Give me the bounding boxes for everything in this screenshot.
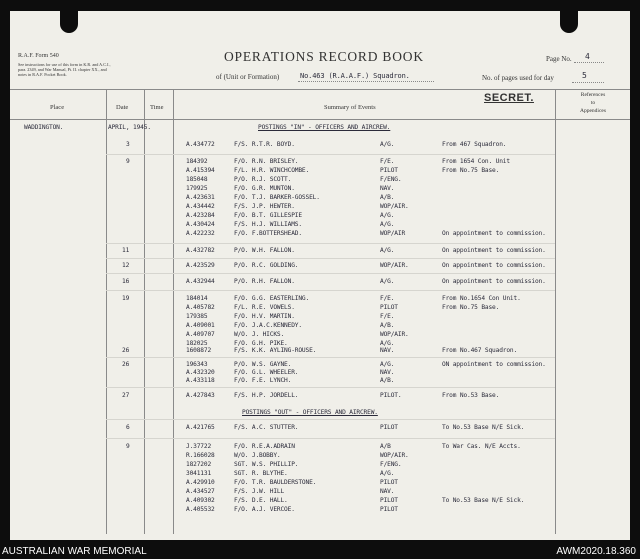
table-row [10, 424, 630, 434]
entry-service-number: A.421765 [186, 424, 215, 431]
col-references: References to Appendices [580, 92, 606, 114]
entry-category: PILOT [380, 497, 398, 504]
page-title: OPERATIONS RECORD BOOK [224, 49, 424, 64]
entry-category: F/E. [380, 313, 395, 320]
entry-day: 27 [122, 392, 130, 399]
entry-category: WOP/AIR. [380, 331, 409, 338]
entry-remark: To No.53 Base N/E Sick. [442, 497, 525, 504]
entry-name: F/O. B.T. GILLESPIE [234, 212, 302, 219]
entry-service-number: 179925 [186, 185, 208, 192]
entry-service-number: A.427843 [186, 392, 215, 399]
entry-name: P/O. R.H. FALLON. [234, 278, 295, 285]
entry-name: F/L. R.E. VOWELS. [234, 304, 295, 311]
entry-remark: From No.467 Squadron. [442, 347, 518, 354]
entry-name: F/S. H.P. JORDELL. [234, 392, 299, 399]
entry-service-number: 196343 [186, 361, 208, 368]
entry-remark: On appointment to commission. [442, 230, 546, 237]
entry-remark: From No.75 Base. [442, 304, 500, 311]
binder-hole-right [560, 11, 578, 33]
page-value: 4 [585, 52, 590, 61]
entry-remark: From No.53 Base. [442, 392, 500, 399]
entry-day: 6 [126, 424, 130, 431]
table-row [10, 347, 630, 357]
col-time: Time [150, 104, 164, 111]
entry-name: F/S. A.C. STUTTER. [234, 424, 299, 431]
unit-label: of (Unit or Formation) [216, 73, 280, 81]
form-number: R.A.F. Form 540 [18, 53, 59, 59]
entry-service-number: A.409001 [186, 322, 215, 329]
entry-day: 9 [126, 443, 130, 450]
entry-remark: From 467 Squadron. [442, 141, 507, 148]
entry-category: A/G. [380, 340, 395, 347]
entry-service-number: A.433118 [186, 377, 215, 384]
entry-category: NAV. [380, 488, 395, 495]
entry-name: F/L. H.R. WINCHCOMBE. [234, 167, 310, 174]
entry-service-number: 1608872 [186, 347, 212, 354]
entry-service-number: A.432320 [186, 369, 215, 376]
entry-category: A/G. [380, 212, 395, 219]
table-row [10, 278, 630, 288]
entry-name: P/O. R.J. SCOTT. [234, 176, 292, 183]
footer-credit: AUSTRALIAN WAR MEMORIAL [2, 546, 147, 557]
entry-name: SGT. R. BLYTHE. [234, 470, 288, 477]
entry-service-number: A.430424 [186, 221, 215, 228]
entry-category: A/G. [380, 470, 395, 477]
entry-name: F/S. K.K. AYLING-ROUSE. [234, 347, 317, 354]
entry-service-number: A.434442 [186, 203, 215, 210]
entry-service-number: A.405782 [186, 304, 215, 311]
entry-name: F/O. F.BOTTERSHEAD. [234, 230, 302, 237]
entry-remark: To War Cas. N/E Accts. [442, 443, 521, 450]
entry-remark: On appointment to commission. [442, 278, 546, 285]
entry-name: F/S. H.J. WILLIAMS. [234, 221, 302, 228]
entry-category: NAV. [380, 185, 395, 192]
entry-category: PILOT. [380, 392, 402, 399]
entry-category: WOP/AIR [380, 230, 406, 237]
entry-day: 19 [122, 295, 130, 302]
entry-service-number: A.434772 [186, 141, 215, 148]
entry-category: A/G. [380, 221, 395, 228]
entry-category: PILOT [380, 304, 398, 311]
entry-day: 26 [122, 361, 130, 368]
entry-category: WOP/AIR. [380, 262, 409, 269]
entry-day: 9 [126, 158, 130, 165]
entry-service-number: 179385 [186, 313, 208, 320]
table-row [10, 506, 630, 516]
entry-service-number: A.423631 [186, 194, 215, 201]
table-row [10, 377, 630, 387]
entry-service-number: A.405532 [186, 506, 215, 513]
entry-name: F/O. R.N. BRISLEY. [234, 158, 299, 165]
pages-used-value: 5 [582, 71, 587, 80]
entry-remark: On appointment to commission. [442, 262, 546, 269]
entry-category: PILOT [380, 479, 398, 486]
entry-service-number: R.166028 [186, 452, 215, 459]
entry-name: W/O. J. HICKS. [234, 331, 285, 338]
col-date: Date [116, 104, 129, 111]
entry-service-number: J.37722 [186, 443, 212, 450]
entry-name: F/O. T.J. BARKER-GOSSEL. [234, 194, 320, 201]
entry-category: F/E. [380, 158, 395, 165]
entry-service-number: A.432944 [186, 278, 215, 285]
form-instructions: See instructions for use of this form in K.R. and A.C.I., para. 2349, and War Manual, Pt. II. chapter XX., and notes in R.A.F. Pocket Book. [18, 62, 111, 77]
entry-remark: From No.1654 Con Unit. [442, 295, 521, 302]
entry-service-number: A.415394 [186, 167, 215, 174]
entry-name: P/O. W.S. GAYNE. [234, 361, 292, 368]
entry-service-number: 185048 [186, 176, 208, 183]
entry-category: A/B. [380, 322, 395, 329]
entry-name: W/O. J.BOBBY. [234, 452, 281, 459]
table-row [10, 230, 630, 240]
entry-category: A/B. [380, 377, 395, 384]
table-row [10, 247, 630, 257]
pages-used-label: No. of pages used for day [482, 74, 554, 82]
entry-category: A/B [380, 443, 391, 450]
entry-name: F/O. R.E.A.ADRAIN [234, 443, 295, 450]
entry-name: F/O. G.G. EASTERLING. [234, 295, 310, 302]
entry-service-number: A.432782 [186, 247, 215, 254]
binder-hole-left [60, 11, 78, 33]
entry-service-number: A.423284 [186, 212, 215, 219]
entry-service-number: A.409302 [186, 497, 215, 504]
record-sheet [10, 11, 630, 540]
entry-name: P/O. R.C. GOLDING. [234, 262, 299, 269]
entry-remark: From No.75 Base. [442, 167, 500, 174]
unit-value: No.463 (R.A.A.F.) Squadron. [300, 72, 410, 80]
col-place: Place [50, 104, 65, 111]
entry-name: F/O. A.J. VERCOE. [234, 506, 295, 513]
entry-day: 12 [122, 262, 130, 269]
entry-service-number: 184014 [186, 295, 208, 302]
entry-category: PILOT [380, 506, 398, 513]
entry-category: A/B. [380, 194, 395, 201]
entry-service-number: 184392 [186, 158, 208, 165]
entry-name: F/O. T.R. BAULDERSTONE. [234, 479, 317, 486]
col-summary: Summary of Events [324, 104, 376, 111]
entry-category: A/G. [380, 361, 395, 368]
table-row [10, 392, 630, 402]
entry-day: 26 [122, 347, 130, 354]
footer-accession: AWM2020.18.360 [556, 546, 636, 557]
entry-service-number: 182025 [186, 340, 208, 347]
entry-category: PILOT [380, 424, 398, 431]
entry-name: F/S. D.E. HALL. [234, 497, 288, 504]
entry-day: 11 [122, 247, 130, 254]
table-row [10, 262, 630, 272]
place-value: WADDINGTON. [24, 124, 64, 131]
entry-remark: On appointment to commission. [442, 247, 546, 254]
entry-name: SGT. W.S. PHILLIP. [234, 461, 299, 468]
entry-name: P/O. W.H. FALLON. [234, 247, 295, 254]
entry-name: F/O. G.L. WHEELER. [234, 369, 299, 376]
entry-name: F/S. J.P. HEWTER. [234, 203, 295, 210]
postings-out-header: POSTINGS "OUT" - OFFICERS AND AIRCREW. [242, 409, 378, 416]
entry-category: PILOT [380, 167, 398, 174]
entry-remark: ON appointment to commission. [442, 361, 546, 368]
entry-category: F/ENG. [380, 461, 402, 468]
entry-category: WOP/AIR. [380, 452, 409, 459]
entry-name: F/O. J.A.C.KENNEDY. [234, 322, 302, 329]
entry-service-number: A.434527 [186, 488, 215, 495]
entry-service-number: 3041131 [186, 470, 212, 477]
entry-service-number: A.429910 [186, 479, 215, 486]
entry-name: F/O. G.H. PIKE. [234, 340, 288, 347]
entry-category: WOP/AIR. [380, 203, 409, 210]
entry-service-number: A.409707 [186, 331, 215, 338]
secret-stamp: SECRET. [484, 92, 534, 104]
entry-service-number: A.422232 [186, 230, 215, 237]
entry-name: F/O. H.V. MARTIN. [234, 313, 295, 320]
entry-service-number: A.423529 [186, 262, 215, 269]
entry-category: F/E. [380, 295, 395, 302]
entry-category: F/ENG. [380, 176, 402, 183]
entry-name: F/S. J.W. HILL [234, 488, 285, 495]
entry-remark: To No.53 Base N/E Sick. [442, 424, 525, 431]
page-label: Page No. [546, 55, 572, 63]
postings-in-header: POSTINGS "IN" - OFFICERS AND AIRCREW. [258, 124, 391, 131]
entry-remark: From 1654 Con. Unit [442, 158, 510, 165]
entry-name: F/S. R.T.R. BOYD. [234, 141, 295, 148]
table-row [10, 141, 630, 151]
entry-day: 16 [122, 278, 130, 285]
entry-category: NAV. [380, 369, 395, 376]
entry-name: F/O. G.R. MUNTON. [234, 185, 295, 192]
entry-category: A/G. [380, 247, 395, 254]
entry-day: 3 [126, 141, 130, 148]
entry-category: NAV. [380, 347, 395, 354]
entry-name: F/O. F.E. LYNCH. [234, 377, 292, 384]
entry-category: A/G. [380, 278, 395, 285]
entry-service-number: 1827202 [186, 461, 212, 468]
month-value: APRIL, 1945. [108, 124, 151, 131]
entry-category: A/G. [380, 141, 395, 148]
